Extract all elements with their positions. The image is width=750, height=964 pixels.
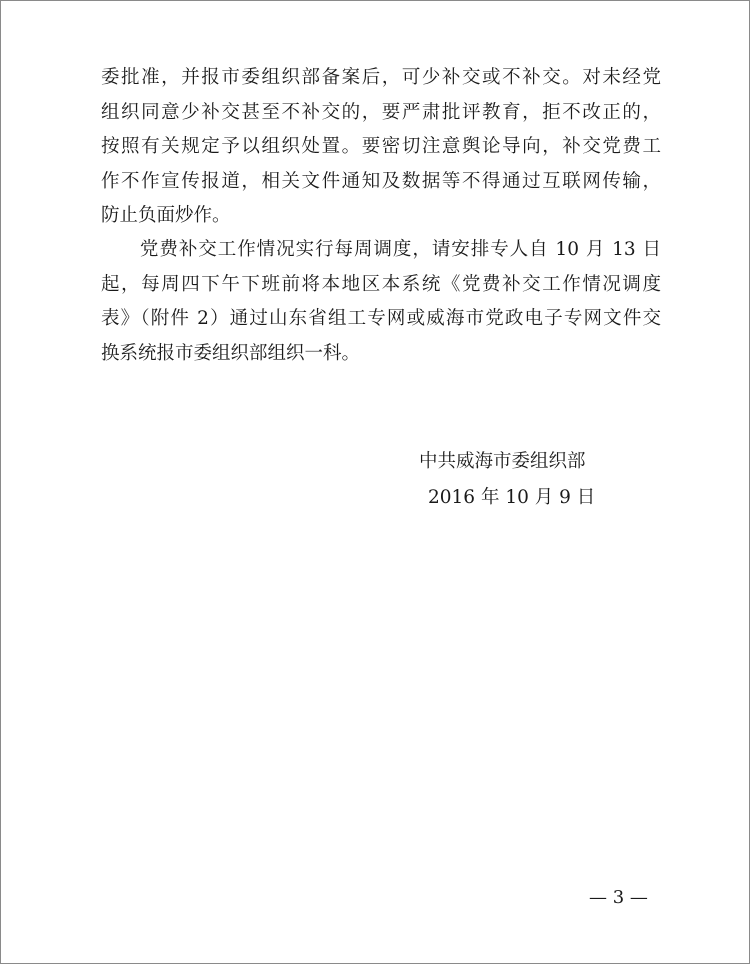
paragraph-2 [101, 233, 661, 371]
signature-date: 2016 年 10 月 9 日 [428, 487, 596, 508]
paragraph-1-line: 作不作宣传报道，相关文件通知及数据等不得通过互联网传输， [101, 170, 661, 192]
paragraph-2-line: 换系统报市委组织部组织一科。 [101, 342, 361, 364]
paragraph-1-line: 按照有关规定予以组织处置。要密切注意舆论导向，补交党费工 [101, 136, 661, 157]
paragraph-2-line: 表》（附件 2）通过山东省组工专网或威海市党政电子专网文件交 [101, 308, 661, 329]
paragraph-1-line: 委批准，并报市委组织部备案后，可少补交或不补交。对未经党 [101, 67, 661, 88]
paragraph-1-line: 防止负面炒作。 [101, 205, 231, 226]
paragraph-1 [101, 61, 661, 234]
paragraph-1-line: 组织同意少补交甚至不补交的，要严肃批评教育，拒不改正的， [101, 101, 661, 123]
paragraph-2-line: 党费补交工作情况实行每周调度，请安排专人自 10 月 13 日 [101, 239, 661, 260]
page-number: — 3 — [589, 887, 648, 908]
signature-organization: 中共威海市委组织部 [419, 451, 586, 472]
paragraph-2-line: 起，每周四下午下班前将本地区本系统《党费补交工作情况调度 [101, 273, 661, 295]
